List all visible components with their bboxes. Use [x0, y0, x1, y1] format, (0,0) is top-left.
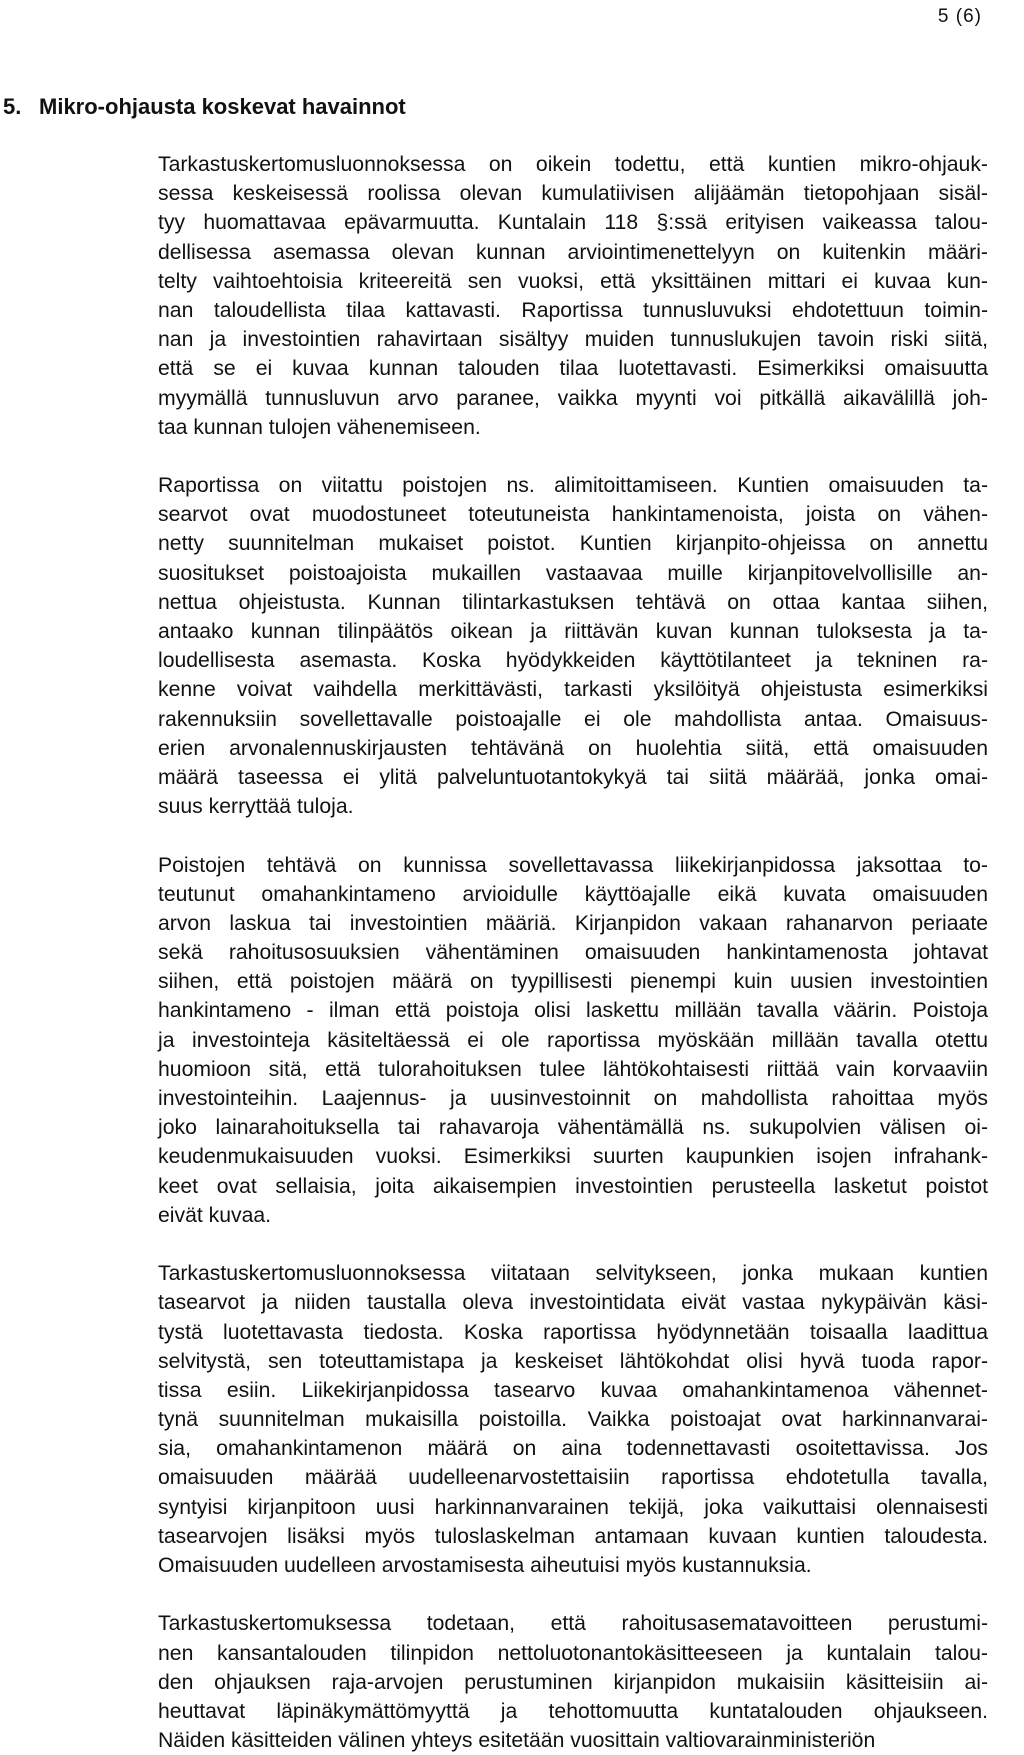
paragraph-line: hankintameno - ilman että poistoja olisi laskettu millään tavalla väärin. Poistoja: [158, 999, 988, 1023]
paragraph-line: tyy huomattavaa epävarmuutta. Kuntalain 118 §:ssä erityisen vaikeassa talou-: [158, 211, 988, 235]
paragraph-line: tystä luotettavasta tiedosta. Koska raportissa hyödynnetään toisaalla laadittua: [158, 1320, 988, 1344]
section-title: Mikro-ohjausta koskevat havainnot: [39, 94, 406, 119]
paragraph-line: nettua ohjeistusta. Kunnan tilintarkastuksen tehtävä on ottaa kantaa siihen,: [158, 590, 988, 614]
paragraph: [158, 1259, 988, 1580]
section-number: 5.: [3, 94, 22, 119]
paragraph-line: taa kunnan tulojen vähenemiseen.: [158, 415, 481, 439]
paragraph-line: määrä taseessa ei ylitä palveluntuotantokykyä tai siitä määrää, jonka omai-: [158, 765, 988, 789]
paragraph-gap: [158, 1580, 988, 1609]
paragraph-line: erien arvonalennuskirjausten tehtävänä on huolehtia siitä, että omaisuuden: [158, 736, 988, 760]
paragraph-line: suus kerryttää tuloja.: [158, 795, 354, 819]
paragraph-line: myymällä tunnusluvun arvo paranee, vaikka myynti voi pitkällä aikavälillä joh-: [158, 386, 988, 410]
paragraph-line: tissa esiin. Liikekirjanpidossa tasearvo kuvaa omahankintamenoa vähennet-: [158, 1378, 988, 1402]
paragraph-line: huomioon sitä, että tulorahoituksen tulee lähtökohtaisesti riittää vain korvaaviin: [158, 1057, 988, 1081]
paragraph-line: arvon laskua tai investointien määriä. Kirjanpidon vakaan rahanarvon periaate: [158, 911, 988, 935]
paragraph-line: teutunut omahankintameno arvioidulle käyttöajalle eikä kuvata omaisuuden: [158, 882, 988, 906]
paragraph: [158, 471, 988, 821]
paragraph-line: tasearvot ja niiden taustalla oleva investointidata eivät vastaa nykypäivän käsi-: [158, 1291, 988, 1315]
paragraph-line: Raportissa on viitattu poistojen ns. alimitoittamiseen. Kuntien omaisuuden ta-: [158, 474, 988, 498]
paragraph-line: tasearvojen lisäksi myös tuloslaskelman antamaan kuvaan kuntien taloudesta.: [158, 1524, 988, 1548]
paragraph: [158, 851, 988, 1230]
paragraph-line: syntyisi kirjanpitoon uusi harkinnanvarainen tekijä, joka vaikuttaisi olennaisesti: [158, 1495, 988, 1519]
paragraph-line: searvot ovat muodostuneet toteutuneista hankintamenoista, joista on vähen-: [158, 503, 988, 527]
section-heading: [3, 94, 406, 120]
paragraph-line: keet ovat sellaisia, joita aikaisempien investointien perusteella lasketut poistot: [158, 1174, 988, 1198]
paragraph-line: Omaisuuden uudelleen arvostamisesta aiheutuisi myös kustannuksia.: [158, 1554, 812, 1577]
paragraph-line: dellisessa asemassa olevan kunnan arviointimenettelyyn on kuitenkin määri-: [158, 240, 988, 264]
paragraph-line: investointeihin. Laajennus- ja uusinvestoinnit on mahdollista rahoittaa myös: [158, 1087, 988, 1110]
paragraph-line: ja investointeja käsiteltäessä ei ole raportissa myöskään millään tavalla otettu: [158, 1028, 988, 1052]
paragraph-line: nen kansantalouden tilinpidon nettoluotonantokäsitteeseen ja kuntalain talou-: [158, 1641, 988, 1665]
paragraph-line: telty vaihtoehtoisia kriteereitä sen vuoksi, että yksittäinen mittari ei kuvaa kun-: [158, 269, 988, 293]
paragraph-gap: [158, 821, 988, 850]
paragraph-line: suositukset poistoajoista mukaillen vastaavaa muille kirjanpitovelvollisille an-: [158, 561, 988, 585]
paragraph-line: loudellisesta asemasta. Koska hyödykkeiden käyttötilanteet ja tekninen ra-: [158, 649, 988, 673]
paragraph-line: selvitystä, sen toteuttamistapa ja keskeiset lähtökohdat olisi hyvä tuoda rapor-: [158, 1349, 988, 1373]
paragraph-line: nan taloudellista tilaa kattavasti. Raportissa tunnusluvuksi ehdotettuun toimin-: [158, 298, 988, 322]
paragraph-line: joko lainarahoituksella tai rahavaroja vähentämällä ns. sukupolvien välisen oi-: [158, 1116, 988, 1140]
paragraph-line: Tarkastuskertomuksessa todetaan, että rahoitusasematavoitteen perustumi-: [158, 1612, 988, 1636]
paragraph-line: heuttavat läpinäkymättömyyttä ja tehottomuutta kuntatalouden ohjaukseen.: [158, 1699, 988, 1723]
paragraph-line: Tarkastuskertomusluonnoksessa on oikein todettu, että kuntien mikro-ohjauk-: [158, 153, 988, 176]
paragraph: [158, 150, 988, 442]
paragraph-line: Tarkastuskertomusluonnoksessa viitataan selvitykseen, jonka mukaan kuntien: [158, 1262, 988, 1286]
paragraph-line: den ohjauksen raja-arvojen perustuminen kirjanpidon mukaisiin käsitteisiin ai-: [158, 1670, 988, 1694]
paragraph-line: netty suunnitelman mukaiset poistot. Kuntien kirjanpito-ohjeissa on annettu: [158, 532, 988, 556]
paragraph-line: Näiden käsitteiden välinen yhteys esitetään vuosittain valtiovarainministeriön: [158, 1729, 876, 1753]
paragraph-line: että se ei kuvaa kunnan talouden tilaa luotettavasti. Esimerkiksi omaisuutta: [158, 357, 988, 381]
paragraph-line: keudenmukaisuuden vuoksi. Esimerkiksi suurten kaupunkien isojen infrahank-: [158, 1145, 988, 1169]
paragraph-line: kenne voivat vaihdella merkittävästi, tarkasti yksilöityä ohjeistusta esimerkiksi: [158, 678, 988, 702]
paragraph-line: sia, omahankintamenon määrä on aina todennettavasti osoitettavissa. Jos: [158, 1437, 988, 1461]
paragraph-line: eivät kuvaa.: [158, 1203, 272, 1227]
paragraph-line: nan ja investointien rahavirtaan sisältyy muiden tunnuslukujen tavoin riski siitä,: [158, 328, 988, 352]
paragraph-line: omaisuuden määrää uudelleenarvostettaisiin raportissa ehdotetulla tavalla,: [158, 1466, 988, 1490]
paragraph-line: siihen, että poistojen määrä on tyypillisesti pienempi kuin uusien investointien: [158, 970, 988, 994]
paragraph-line: antaako kunnan tilinpäätös oikean ja riittävän kuvan kunnan tuloksesta ja ta-: [158, 620, 988, 643]
paragraph-line: sessa keskeisessä roolissa olevan kumulatiivisen alijäämän tietopohjaan sisäl-: [158, 182, 988, 206]
paragraph-line: Poistojen tehtävä on kunnissa sovellettavassa liikekirjanpidossa jaksottaa to-: [158, 853, 988, 877]
paragraph-line: rakennuksiin sovellettavalle poistoajalle ei ole mahdollista antaa. Omaisuus-: [158, 707, 988, 731]
paragraph-gap: [158, 442, 988, 471]
paragraph-line: sekä rahoitusosuuksien vähentäminen omaisuuden hankintamenosta johtavat: [158, 941, 988, 965]
paragraph: [158, 1609, 988, 1755]
document-body: [158, 150, 988, 1755]
paragraph-line: tynä suunnitelman mukaisilla poistoilla. Vaikka poistoajat ovat harkinnanvarai-: [158, 1408, 988, 1432]
page-number: 5 (6): [937, 6, 982, 27]
paragraph-gap: [158, 1230, 988, 1259]
